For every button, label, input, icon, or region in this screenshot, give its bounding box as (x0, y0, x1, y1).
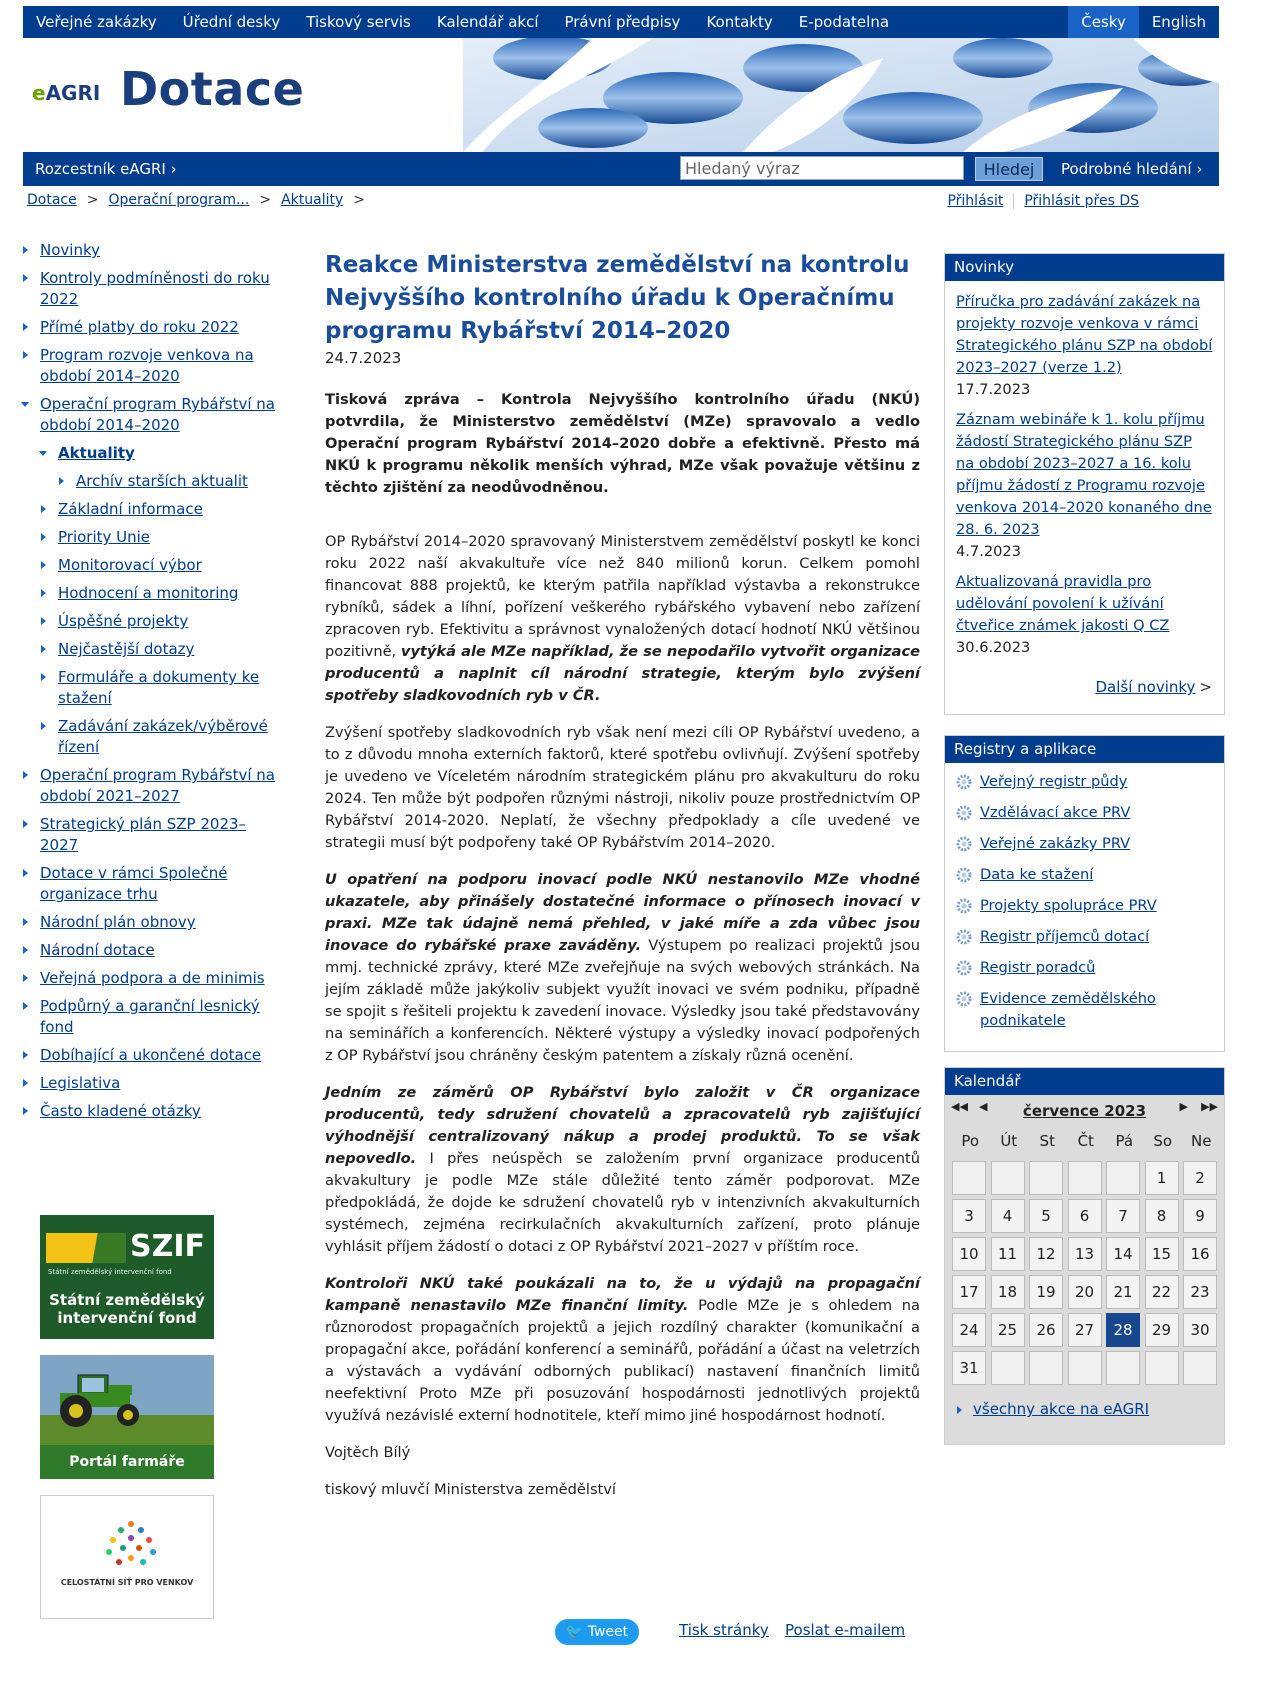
leftnav-item[interactable]: Dotace v rámci Společné organizace trhu (21, 863, 283, 905)
leftnav-item[interactable]: Veřejná podpora a de minimis (21, 968, 283, 989)
calendar-day[interactable]: 13 (1068, 1237, 1102, 1271)
leftnav-item[interactable]: Národní dotace (21, 940, 283, 961)
calendar-weekday: So (1153, 1132, 1173, 1150)
leftnav-item[interactable]: Kontroly podmíněnosti do roku 2022 (21, 268, 283, 310)
news-item (945, 291, 1224, 401)
print-page-link[interactable]: Tisk stránky (679, 1621, 769, 1639)
search-button[interactable]: Hledej (975, 157, 1043, 181)
calendar-weekday: Út (1000, 1132, 1018, 1150)
leftnav-subitem[interactable]: Formuláře a dokumenty ke stažení (21, 667, 283, 709)
calendar-day[interactable]: 4 (991, 1199, 1025, 1233)
gear-icon (956, 867, 972, 883)
szif-banner[interactable]: SZIF Státní zemědělský intervenční fond Státní zemědělský intervenční fond (40, 1215, 214, 1339)
calendar-month-title[interactable]: července 2023 (1022, 1102, 1147, 1120)
calendar-day[interactable]: 22 (1145, 1275, 1179, 1309)
calendar-day[interactable]: 5 (1029, 1199, 1063, 1233)
calendar-empty-cell (991, 1351, 1025, 1385)
login-links (947, 193, 1139, 209)
registry-item (956, 802, 1224, 824)
search-input[interactable]: Hledaný výraz (680, 156, 964, 180)
calendar-day[interactable]: 25 (991, 1313, 1025, 1347)
calendar-weekday: St (1039, 1132, 1055, 1150)
leftnav-subitem[interactable]: Nejčastější dotazy (21, 639, 283, 660)
registry-heading: Registry a aplikace (945, 736, 1224, 763)
leftnav-item[interactable]: Legislativa (21, 1073, 283, 1094)
breadcrumb-operacni-program[interactable]: Operační program... (108, 192, 250, 208)
page (23, 6, 1219, 186)
registry-link[interactable]: Veřejné zakázky PRV (980, 835, 1131, 852)
calendar-navigation (945, 1095, 1224, 1125)
more-news-link[interactable]: Další novinky (1095, 678, 1196, 696)
registry-link[interactable]: Veřejný registr půdy (980, 773, 1128, 790)
left-navigation (21, 240, 283, 1129)
registry-item (956, 926, 1224, 948)
registry-item (956, 833, 1224, 855)
gear-icon (956, 960, 972, 976)
leftnav-item-open[interactable]: Operační program Rybářství na období 2014–2020 (21, 394, 283, 436)
leftnav-subitem[interactable]: Archív starších aktualit (21, 471, 283, 492)
calendar-day[interactable]: 12 (1029, 1237, 1063, 1271)
calendar-day[interactable]: 3 (952, 1199, 986, 1233)
rozcestnik-eagri-link[interactable]: Rozcestník eAGRI › (35, 160, 177, 178)
leftnav-subitem[interactable]: Základní informace (21, 499, 283, 520)
more-news-arrow: > (1199, 678, 1212, 696)
calendar-day[interactable]: 23 (1183, 1275, 1217, 1309)
leftnav-item[interactable]: Strategický plán SZP 2023–2027 (21, 814, 283, 856)
news-item (945, 571, 1224, 659)
news-item-date: 17.7.2023 (956, 381, 1031, 398)
topnav-item-uredni-desky[interactable]: Úřední desky (182, 13, 281, 31)
news-heading: Novinky (945, 254, 1224, 281)
topnav-item-pravni-predpisy[interactable]: Právní předpisy (564, 13, 681, 31)
leftnav-item[interactable]: Přímé platby do roku 2022 (21, 317, 283, 338)
calendar-weekday: Čt (1077, 1132, 1094, 1150)
calendar-prev-year-icon[interactable]: ◀◀ (951, 1100, 968, 1113)
topnav-item-tiskovy-servis[interactable]: Tiskový servis (306, 13, 411, 31)
calendar-day[interactable]: 9 (1183, 1199, 1217, 1233)
leftnav-subitem[interactable]: Priority Unie (21, 527, 283, 548)
rural-network-banner[interactable]: CELOSTÁTNÍ SÍŤ PRO VENKOV (40, 1495, 214, 1619)
calendar-day[interactable]: 31 (952, 1351, 986, 1385)
calendar-day[interactable]: 19 (1029, 1275, 1063, 1309)
calendar-day[interactable]: 18 (991, 1275, 1025, 1309)
lang-czech[interactable]: Česky (1068, 6, 1139, 38)
calendar-day[interactable]: 15 (1145, 1237, 1179, 1271)
calendar-weekdays (945, 1127, 1224, 1155)
registry-item (956, 771, 1224, 793)
calendar-day[interactable]: 1 (1145, 1161, 1179, 1195)
leftnav-item[interactable]: Program rozvoje venkova na období 2014–2020 (21, 345, 283, 387)
twitter-bird-icon: 🐦 (565, 1624, 584, 1640)
article-signature-role: tiskový mluvčí Ministerstva zemědělství (325, 1481, 616, 1498)
news-box (944, 253, 1225, 715)
calendar-heading: Kalendář (945, 1068, 1224, 1095)
leftnav-subitem[interactable]: Hodnocení a monitoring (21, 583, 283, 604)
registry-list (945, 763, 1224, 1032)
calendar-day[interactable]: 16 (1183, 1237, 1217, 1271)
calendar-weekday: Po (961, 1132, 980, 1150)
szif-logo-stripes (46, 1233, 126, 1263)
leftnav-subitem[interactable]: Zadávání zakázek/výběrové řízení (21, 716, 283, 758)
calendar-day[interactable]: 21 (1106, 1275, 1140, 1309)
article-paragraph: OP Rybářství 2014–2020 spravovaný Ministerstvem zemědělství poskytl ke konci roku 2022 naší akvakultuře více než 840 milionů korun. Celkem pomohl financovat 888 projektů, ke kterým patřila například výstavba a rekonstrukce rybníků, sádek a líhní, pořízení veškerého rybářského vybavení nebo zařízení zpracoven ryb. Efektivitu a správnost vynaložených dotací hodnotí NKÚ většinou pozitivně, vytýká ale MZe například, že se nepodařilo vytvořit organizace producentů a naplnit cíl národní strategie, kterým bylo zvýšení spotřeby sladkovodních ryb v ČR. (325, 533, 921, 704)
calendar-day[interactable]: 11 (991, 1237, 1025, 1271)
calendar-empty-cell (952, 1161, 986, 1195)
registry-box (944, 735, 1225, 1052)
calendar-day[interactable]: 29 (1145, 1313, 1179, 1347)
tractor-image (48, 1367, 158, 1427)
gear-icon (956, 898, 972, 914)
leftnav-item[interactable]: Národní plán obnovy (21, 912, 283, 933)
calendar-weekday: Ne (1191, 1132, 1212, 1150)
news-item-link[interactable]: Příručka pro zadávání zakázek na projekty rozvoje venkova v rámci Strategického plánu SZP na období 2023–2027 (verze 1.2) (956, 293, 1213, 376)
leftnav-subitem[interactable]: Úspěšné projekty (21, 611, 283, 632)
rural-network-logo (99, 1518, 163, 1570)
top-navigation (23, 6, 1219, 38)
share-bar (555, 1619, 1115, 1649)
leftnav-item-aktuality[interactable]: Aktuality (21, 443, 283, 464)
topnav-item-e-podatelna[interactable]: E-podatelna (798, 13, 890, 31)
registry-item (956, 895, 1224, 917)
site-title[interactable]: Dotace (120, 62, 305, 116)
calendar-day[interactable]: 10 (952, 1237, 986, 1271)
search-bar (23, 152, 1219, 186)
article-paragraph: U opatření na podporu inovací podle NKÚ nestanovilo MZe vhodné ukazatele, aby přinášely dostatečné informace o přínosech inovací v praxi. MZe tak údajně nemá přehled, v jaké míře a zda vůbec jsou inovace do rybářské praxe zaváděny. Výstupem po realizaci projektů jsou mmj. technické zprávy, které MZe zveřejňuje na svých webových stránkách. Na jejím základě může jakýkoliv subjekt využít inovaci ve svém podniku, případně se spojit s řešiteli projektu k zavedení inovace. Výsledky jsou také představovány na seminářích a konferencích. Některé výstupy a výsledky inovací podpořených z OP Rybářství jsou chráněny českým patentem a získaly různá ocenění. (325, 871, 920, 1064)
calendar-day[interactable]: 17 (952, 1275, 986, 1309)
gear-icon (956, 991, 972, 1007)
leftnav-item[interactable]: Často kladené otázky (21, 1101, 283, 1122)
calendar-day[interactable]: 20 (1068, 1275, 1102, 1309)
news-item-link[interactable]: Aktualizovaná pravidla pro udělování povolení k užívání čtveřice známek jakosti Q CZ (956, 573, 1170, 634)
calendar-box (944, 1067, 1225, 1445)
calendar-day[interactable]: 28 (1106, 1313, 1140, 1347)
calendar-day[interactable]: 26 (1029, 1313, 1063, 1347)
leftnav-subitem[interactable]: Monitorovací výbor (21, 555, 283, 576)
gear-icon (956, 929, 972, 945)
login-ds-link[interactable]: Přihlásit přes DS (1024, 193, 1139, 209)
registry-item (956, 957, 1224, 979)
calendar-empty-cell (1068, 1351, 1102, 1385)
breadcrumb: Dotace > Operační program... > Aktuality > (27, 192, 365, 208)
calendar-prev-month-icon[interactable]: ◀ (979, 1100, 988, 1113)
topnav-item-verejne-zakazky[interactable]: Veřejné zakázky (36, 13, 157, 31)
eagri-logo[interactable]: eAGRI (32, 81, 101, 105)
calendar-empty-cell (1106, 1161, 1140, 1195)
registry-link[interactable]: Data ke stažení (980, 866, 1094, 883)
calendar-grid (945, 1155, 1224, 1385)
news-item-date: 4.7.2023 (956, 543, 1021, 560)
article-paragraph: Jedním ze záměrů OP Rybářství bylo založit v ČR organizace producentů, tedy sdružení chovatelů a zpracovatelů ryb zajišťující výhodnější centralizovaný nákup a prodej produktů. To se však nepovedlo. I přes neúspěch se založením první organizace producentů akvakultury je podle MZe stále důležité tento záměr podporovat. MZe předpokládá, že dojde ke sdružení chovatelů ryb v intenzivních akvakulturních systémech, zejména recirkulačních akvakulturních zařízení, proto plánuje vyhlásit příjem žádostí o dotaci z OP Rybářství 2021–2027 v příštím roce. (325, 1084, 920, 1255)
leftnav-item[interactable]: Operační program Rybářství na období 2021–2027 (21, 765, 283, 807)
calendar-empty-cell (1183, 1351, 1217, 1385)
registry-item (956, 988, 1224, 1032)
calendar-weekday: Pá (1115, 1132, 1134, 1150)
breadcrumb-dotace[interactable]: Dotace (27, 192, 77, 208)
article-lead: Tisková zpráva – Kontrola Nejvyššího kontrolního úřadu (NKÚ) potvrdila, že Ministerstvo zemědělství (MZe) spravovalo a vedlo Operační program Rybářství 2014–2020 dobře a efektivně. Přesto má NKÚ k programu několik menších výhrad, MZe však považuje většinu z těchto zjištění za neodůvodněnou. (325, 391, 920, 496)
article-title: Reakce Ministerstva zemědělství na kontrolu Nejvyššího kontrolního úřadu k Operačnímu programu Rybářství 2014–2020 (325, 252, 910, 344)
calendar-empty-cell (1106, 1351, 1140, 1385)
calendar-day[interactable]: 30 (1183, 1313, 1217, 1347)
topnav-item-kalendar-akci[interactable]: Kalendář akcí (436, 13, 539, 31)
registry-link[interactable]: Projekty spolupráce PRV (980, 897, 1157, 914)
leftnav-item[interactable]: Podpůrný a garanční lesnický fond (21, 996, 283, 1038)
news-item-date: 30.6.2023 (956, 639, 1031, 656)
registry-link[interactable]: Evidence zemědělského podnikatele (980, 990, 1156, 1029)
calendar-empty-cell (1029, 1351, 1063, 1385)
send-email-link[interactable]: Poslat e-mailem (785, 1621, 906, 1639)
calendar-day[interactable]: 24 (952, 1313, 986, 1347)
article-date: 24.7.2023 (325, 349, 402, 367)
calendar-empty-cell (1068, 1161, 1102, 1195)
leftnav-item[interactable]: Novinky (21, 240, 283, 261)
registry-item (956, 864, 1224, 886)
calendar-empty-cell (991, 1161, 1025, 1195)
gear-icon (956, 836, 972, 852)
topnav-item-kontakty[interactable]: Kontakty (706, 13, 773, 31)
advanced-search-link[interactable]: Podrobné hledání › (1061, 160, 1203, 178)
site-header (23, 38, 1219, 152)
all-events-link[interactable]: všechny akce na eAGRI (957, 1400, 1149, 1418)
calendar-day[interactable]: 27 (1068, 1313, 1102, 1347)
gear-icon (956, 805, 972, 821)
more-news (1095, 678, 1212, 696)
calendar-day[interactable]: 14 (1106, 1237, 1140, 1271)
gear-icon (956, 774, 972, 790)
farmer-portal-banner[interactable]: Portál farmáře (40, 1355, 214, 1479)
chevron-right-icon: › (170, 160, 177, 178)
coins-banner-image (443, 38, 1219, 152)
calendar-next-year-icon[interactable]: ▶▶ (1201, 1100, 1218, 1113)
article-paragraph: Kontroloři NKÚ také poukázali na to, že u výdajů na propagační kampaně nenastavilo MZe finanční limity. Podle MZe je s ohledem na různorodost propagačních projektů a jejich rozdílný charakter (komunikační a propagační akce, pořádání konferencí a seminářů, pořádání a účast na veletrzích a výstavách a vydávání odborných publikací) nastavení finančních limitů neefektivní Proto MZe při posuzování hospodárnosti jednotlivých projektů využívá nezávislé externí hodnotitele, kteří mimo jiné hospodárnost hodnotí. (325, 1275, 920, 1424)
registry-link[interactable]: Vzdělávací akce PRV (980, 804, 1131, 821)
registry-link[interactable]: Registr příjemců dotací (980, 928, 1150, 945)
article-paragraph: Zvýšení spotřeby sladkovodních ryb však není mezi cíli OP Rybářství uvedeno, a to z důvodu mnoha externích faktorů, které spotřebu ovlivňují. Zvýšení spotřeby je uvedeno ve Víceletém národním strategickém plánu pro akvakulturu do roku 2024. Ten může být podpořen různými nástroji, nikoliv pouze prostřednictvím OP Rybářství 2014-2020. Neplatí, že všechny předpoklady a cíle uvedené ve strategii musí být podpořeny také OP Rybářstvím 2014–2020. (325, 724, 920, 851)
news-item (945, 409, 1224, 563)
calendar-day[interactable]: 2 (1183, 1161, 1217, 1195)
calendar-empty-cell (1029, 1161, 1063, 1195)
calendar-next-month-icon[interactable]: ▶ (1179, 1100, 1188, 1113)
registry-link[interactable]: Registr poradců (980, 959, 1096, 976)
calendar-empty-cell (1145, 1351, 1179, 1385)
calendar-day[interactable]: 7 (1106, 1199, 1140, 1233)
tweet-button[interactable]: 🐦 Tweet (555, 1619, 639, 1645)
article-signature-name: Vojtěch Bílý (325, 1444, 411, 1461)
article (325, 249, 920, 1501)
login-link[interactable]: Přihlásit (947, 193, 1004, 209)
leftnav-item[interactable]: Dobíhající a ukončené dotace (21, 1045, 283, 1066)
calendar-day[interactable]: 8 (1145, 1199, 1179, 1233)
calendar-day[interactable]: 6 (1068, 1199, 1102, 1233)
breadcrumb-aktuality[interactable]: Aktuality (281, 192, 344, 208)
chevron-right-icon: › (1196, 160, 1203, 178)
news-item-link[interactable]: Záznam webináře k 1. kolu příjmu žádostí Strategického plánu SZP na období 2023–2027 a 16. kolu příjmu žádostí z Programu rozvoje venkova 2014–2020 konaného dne 28. 6. 2023 (956, 411, 1212, 538)
lang-english[interactable]: English (1151, 13, 1206, 31)
